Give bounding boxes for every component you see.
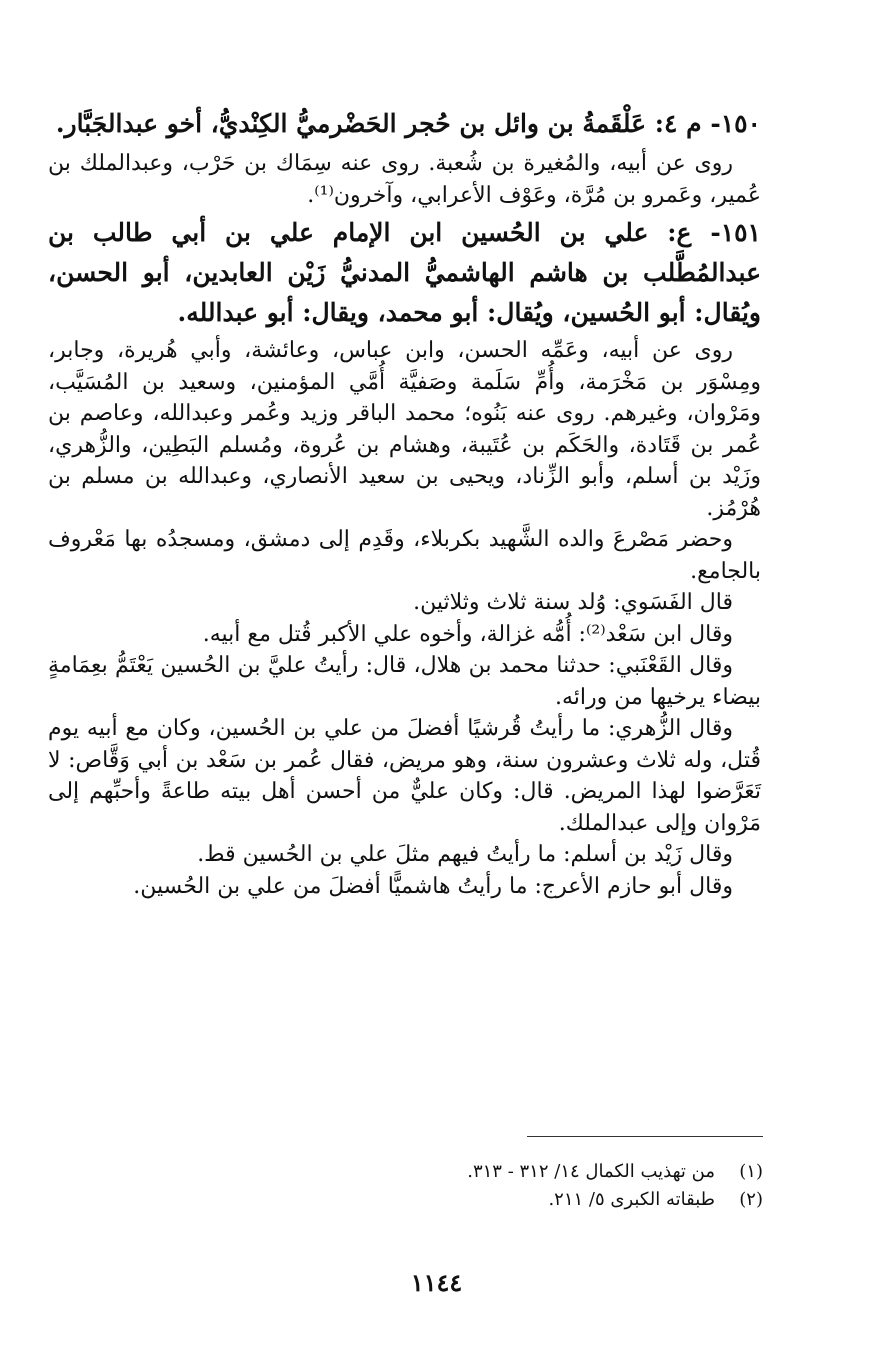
footnote-text: من تهذيب الكمال ١٤/ ٣١٢ - ٣١٣.	[467, 1161, 715, 1182]
entry-151-paragraph-4: وقال ابن سَعْد⁽²⁾: أُمُّه غزالة، وأخوه علي الأكبر قُتل مع أبيه.	[202, 621, 733, 647]
footnotes	[123, 1158, 763, 1214]
footnote-text: طبقاته الكبرى ٥/ ٢١١.	[548, 1189, 715, 1210]
entry-151-paragraph-7: وقال زَيْد بن أسلم: ما رأيتُ فيهم مثلَ علي بن الحُسين قط.	[197, 842, 733, 867]
footnote-number: (١)	[739, 1161, 763, 1182]
entry-151-paragraph-1: روى عن أبيه، وعَمِّه الحسن، وابن عباس، وعائشة، وأبي هُريرة، وجابر، ومِسْوَر بن مَخْرَمة، وأُمِّ سَلَمة وصَفيَّة أُمَّي المؤمنين، وسعيد بن المُسَيَّب، ومَرْوان، وغيرهم. روى عنه بَنُوه؛ محمد الباقر وزيد وعُمر وعبدالله، وعاصم بن عُمر بن قَتَادة، والحَكَم بن عُتَيبة، وهشام بن عُروة، ومُسلم البَطِين، والزُّهري، وزَيْد بن أسلم، وأبو الزِّناد، ويحيى بن سعيد الأنصاري، وعبدالله بن مسلم بن هُرْمُز.	[48, 338, 761, 521]
entry-151-heading: ١٥١- ع: علي بن الحُسين ابن الإمام علي بن أبي طالب بن عبدالمُطَّلب بن هاشم الهاشميُّ المدنيُّ زَيْن العابدين، أبو الحسن، ويُقال: أبو الحُسين، ويُقال: أبو محمد، ويقال: أبو عبدالله.	[48, 218, 761, 327]
footnote-2	[123, 1186, 763, 1214]
entry-151-paragraph-8: وقال أبو حازم الأعرج: ما رأيتُ هاشميًّا أفضلَ من علي بن الحُسين.	[133, 873, 733, 899]
footnote-separator	[527, 1136, 763, 1137]
page-number: ١١٤٤	[410, 1268, 463, 1297]
entry-151-paragraph-6: وقال الزُّهري: ما رأيتُ قُرشيًا أفضلَ من علي بن الحُسين، وكان مع أبيه يوم قُتل، وله ثلاث وعشرون سنة، وهو مريض، فقال عُمر بن سَعْد بن أبي وَقَّاص: لا تَعَرَّضوا لهذا المريض. قال: وكان عليٌّ من أحسن أهل بيته طاعةً وأحبِّهم إلى مَرْوان وإلى عبدالملك.	[48, 716, 761, 836]
footnote-number: (٢)	[739, 1189, 763, 1210]
entry-151-paragraph-5: وقال القَعْنَبي: حدثنا محمد بن هلال، قال: رأيتُ عليَّ بن الحُسين يَعْتَمُّ بعِمَامةٍ بيضاء يرخيها من ورائه.	[48, 653, 761, 710]
entry-150-paragraph: روى عن أبيه، والمُغيرة بن شُعبة. روى عنه سِمَاك بن حَرْب، وعبدالملك بن عُمير، وعَمرو بن مُرَّة، وعَوْف الأعرابي، وآخرون⁽¹⁾.	[48, 151, 761, 208]
entry-151-paragraph-3: قال الفَسَوي: وُلد سنة ثلاث وثلاثين.	[413, 590, 733, 615]
entry-150-heading: ١٥٠- م ٤: عَلْقَمةُ بن وائل بن حُجر الحَضْرميُّ الكِنْديُّ، أخو عبدالجَبَّار.	[55, 109, 761, 138]
entry-151-paragraph-2: وحضر مَصْرعَ والده الشَّهيد بكربلاء، وقَدِم إلى دمشق، ومسجدُه بها مَعْروف بالجامع.	[48, 527, 761, 584]
footnote-1	[123, 1158, 763, 1186]
